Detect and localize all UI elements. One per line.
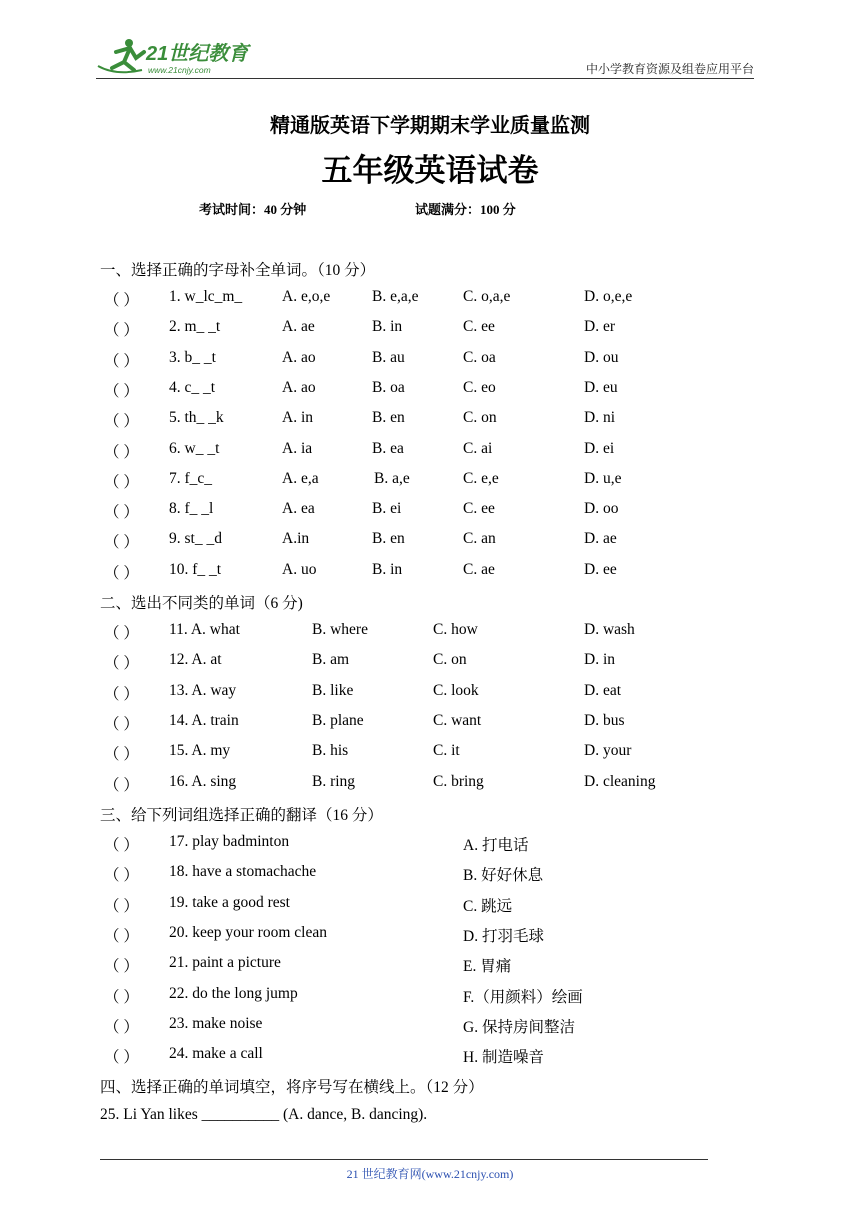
phrase-text: 17. play badminton [169,833,290,850]
option-c: C. ai [463,440,493,457]
answer-blank: （ ） [104,1049,139,1066]
option-d: D. ni [584,409,615,426]
option-a: A. ae [282,318,315,335]
question-text: 9. st_ _d [169,530,222,547]
option-c: C. on [463,409,497,426]
phrase-text: 20. keep your room clean [169,924,327,941]
option-b: B. his [312,742,349,759]
option-c: C. e,e [463,470,499,487]
option-b: B. am [312,651,350,668]
option-a: A. in [282,409,313,426]
answer-blank: （ ） [104,504,139,521]
answer-blank: （ ） [104,746,139,763]
option-a: A. ao [282,349,316,366]
answer-blank: （ ） [104,353,139,370]
option-a: 13. A. way [169,682,237,699]
answer-blank: （ ） [104,292,139,309]
translation-option: B. 好好休息 [463,867,544,884]
option-b: B. ring [312,773,356,790]
translation-option: H. 制造噪音 [463,1049,544,1066]
option-b: B. in [372,318,403,335]
option-c: C. on [433,651,467,668]
question-text: 7. f_c_ [169,470,213,487]
option-a: 12. A. at [169,651,222,668]
section4-heading: 四、选择正确的单词填空，将序号写在横线上。（12 分） [100,1079,484,1096]
site-logo [96,36,258,80]
option-c: C. it [433,742,460,759]
option-c: C. eo [463,379,496,396]
translation-option: D. 打羽毛球 [463,928,544,945]
exam-title: 精通版英语下学期期末学业质量监测 [270,115,590,137]
question-text: 1. w_lc_m_ [169,288,243,305]
option-c: C. want [433,712,482,729]
answer-blank: （ ） [104,655,139,672]
answer-blank: （ ） [104,322,139,339]
answer-blank: （ ） [104,383,139,400]
option-c: C. o,a,e [463,288,511,305]
answer-blank: （ ） [104,1019,139,1036]
option-b: B. in [372,561,403,578]
exam-time: 考试时间：40 分钟 [199,202,307,217]
option-c: C. look [433,682,479,699]
footer-divider [100,1159,708,1160]
logo-main-text: 21世纪教育 [146,43,249,65]
option-d: D. bus [584,712,625,729]
option-a: A. e,o,e [282,288,331,305]
option-b: B. a,e [374,470,410,487]
option-b: B. au [372,349,405,366]
option-d: D. o,e,e [584,288,633,305]
option-d: D. wash [584,621,635,638]
question-25: 25. Li Yan likes __________ (A. dance, B. dancing). [100,1106,428,1123]
option-b: B. e,a,e [372,288,419,305]
question-text: 5. th_ _k [169,409,224,426]
option-d: D. eu [584,379,618,396]
question-text: 10. f_ _t [169,561,222,578]
option-a: 15. A. my [169,742,231,759]
question-text: 8. f_ _l [169,500,214,517]
option-b: B. where [312,621,368,638]
answer-blank: （ ） [104,686,139,703]
option-a: A. ea [282,500,315,517]
question-text: 6. w_ _t [169,440,220,457]
phrase-text: 19. take a good rest [169,894,290,911]
translation-option: G. 保持房间整洁 [463,1019,575,1036]
option-d: D. in [584,651,615,668]
translation-option: C. 跳远 [463,898,513,915]
phrase-text: 23. make noise [169,1015,263,1032]
option-c: C. bring [433,773,484,790]
option-d: D. er [584,318,615,335]
answer-blank: （ ） [104,928,139,945]
option-b: B. plane [312,712,364,729]
answer-blank: （ ） [104,534,139,551]
option-b: B. en [372,409,405,426]
exam-score: 试题满分：100 分 [415,202,516,217]
question-text: 2. m_ _t [169,318,221,335]
option-c: C. oa [463,349,496,366]
option-d: D. u,e [584,470,622,487]
option-d: D. ei [584,440,615,457]
answer-blank: （ ） [104,898,139,915]
translation-option: A. 打电话 [463,837,529,854]
option-a: A. e,a [282,470,319,487]
header-platform-text: 中小学教育资源及组卷应用平台 [585,62,754,76]
translation-option: F.（用颜料）绘画 [463,989,583,1006]
option-d: D. ee [584,561,617,578]
phrase-text: 18. have a stomachache [169,863,317,880]
header-divider [96,78,754,79]
option-d: D. ou [584,349,619,366]
answer-blank: （ ） [104,444,139,461]
option-d: D. your [584,742,632,759]
translation-option: E. 胃痛 [463,958,512,975]
answer-blank: （ ） [104,716,139,733]
answer-blank: （ ） [104,777,139,794]
option-b: B. ea [372,440,404,457]
answer-blank: （ ） [104,474,139,491]
option-a: A. ao [282,379,316,396]
answer-blank: （ ） [104,625,139,642]
option-d: D. oo [584,500,619,517]
answer-blank: （ ） [104,837,139,854]
option-b: B. en [372,530,405,547]
phrase-text: 24. make a call [169,1045,263,1062]
option-d: D. cleaning [584,773,656,790]
option-c: C. how [433,621,478,638]
option-c: C. ee [463,500,495,517]
phrase-text: 22. do the long jump [169,985,298,1002]
option-b: B. oa [372,379,405,396]
phrase-text: 21. paint a picture [169,954,281,971]
answer-blank: （ ） [104,989,139,1006]
answer-blank: （ ） [104,958,139,975]
option-a: A.in [282,530,310,547]
option-c: C. an [463,530,496,547]
option-a: 14. A. train [169,712,239,729]
option-a: A. uo [282,561,317,578]
logo-url-text: www.21cnjy.com [148,65,211,75]
option-b: B. ei [372,500,402,517]
answer-blank: （ ） [104,413,139,430]
option-a: 11. A. what [169,621,240,638]
option-a: A. ia [282,440,313,457]
footer-site-text: 21 世纪教育网(www.21cnjy.com) [346,1167,514,1181]
option-c: C. ee [463,318,495,335]
section2-heading: 二、选出不同类的单词（6 分) [100,595,303,612]
section1-heading: 一、选择正确的字母补全单词。（10 分） [100,262,376,279]
question-text: 4. c_ _t [169,379,216,396]
answer-blank: （ ） [104,867,139,884]
answer-blank: （ ） [104,565,139,582]
exam-subtitle: 五年级英语试卷 [321,153,539,188]
option-d: D. ae [584,530,617,547]
option-a: 16. A. sing [169,773,237,790]
section3-heading: 三、给下列词组选择正确的翻译（16 分） [100,807,383,824]
question-text: 3. b_ _t [169,349,216,366]
option-d: D. eat [584,682,622,699]
option-b: B. like [312,682,354,699]
option-c: C. ae [463,561,495,578]
